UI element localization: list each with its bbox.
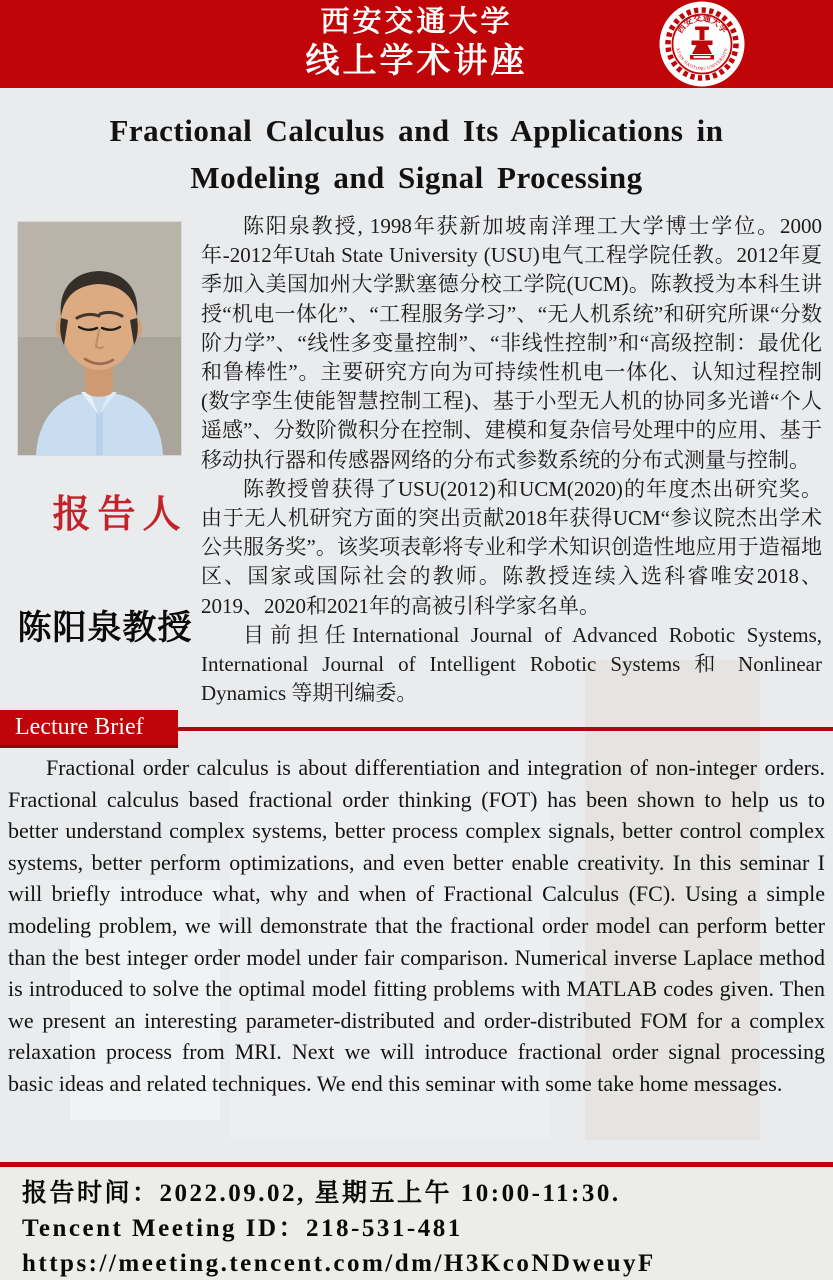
lecture-abstract — [8, 752, 825, 1164]
series-title: 线上学术讲座 — [305, 42, 528, 80]
speaker-role-label: 报告人 — [52, 494, 188, 536]
abstract-paragraph: Fractional order calculus is about differentiation and integration of non-integer orders. Fractional calculus based fractional order thinking (FOT) has been shown to help us to better understand complex systems, better process complex signals, better control complex systems, better perform optimizations, and even better enable creativity. In this seminar I will briefly introduce what, why and when of Fractional Calculus (FC). Using a simple modeling problem, we will demonstrate that the fractional order model can perform better than the best integer order model under fair comparison. Numerical inverse Laplace method is introduced to solve the optimal model fitting problems with MATLAB codes given. Then we present an interesting parameter-distributed and order-distributed FOM for a complex relaxation process from MRI. Next we will introduce fractional order signal processing basic ideas and related techniques. We end this seminar with some take home messages. — [8, 755, 825, 1096]
speaker-bio-paragraph: 目前担任International Journal of Advanced Robotic Systems, International Journal of Intelligent Robotic Systems 和 Nonlinear Dynamics 等期刊编委。 — [201, 622, 822, 706]
speaker-bio-paragraph: 陈阳泉教授, 1998年获新加坡南洋理工大学博士学位。2000年-2012年Utah State University (USU)电气工程学院任教。2012年夏季加入美国加州大学默塞德分校工学院(UCM)。陈教授为本科生讲授“机电一体化”、“工程服务学习”、“无人机系统”和研究所课“分数阶力学”、“线性多变量控制”、“非线性控制”和“高级控制：最优化和鲁棒性”。主要研究方向为可持续性机电一体化、认知过程控制(数字孪生使能智慧控制工程)、基于小型无人机的协同多光谱“个人遥感”、分数阶微积分在控制、建模和复杂信号处理中的应用、基于移动执行器和传感器网络的分布式参数系统的分布式测量与控制。 — [201, 214, 822, 472]
lecture-title — [0, 107, 833, 201]
lecture-title-line1: Fractional Calculus and Its Applications in — [109, 113, 724, 148]
speaker-name: 陈阳泉教授 — [17, 609, 193, 647]
meeting-id: Tencent Meeting ID：218-531-481 — [22, 1215, 463, 1242]
xjtu-logo-icon — [659, 1, 745, 87]
footer-info — [0, 1167, 833, 1280]
header-banner — [0, 0, 833, 88]
speaker-bio-paragraph: 陈教授曾获得了USU(2012)和UCM(2020)的年度杰出研究奖。由于无人机研究方面的突出贡献2018年获得UCM“参议院杰出学术公共服务奖”。该奖项表彰将专业和学术知识创造性地应用于造福地区、国家或国际社会的教师。陈教授连续入选科睿唯安2018、2019、2020和2021年的高被引科学家名单。 — [201, 476, 822, 618]
lecture-brief-badge — [0, 710, 178, 748]
lecture-time: 报告时间：2022.09.02, 星期五上午 10:00-11:30. — [22, 1180, 621, 1207]
meeting-link[interactable]: https://meeting.tencent.com/dm/H3KcoNDweuyF — [22, 1250, 656, 1277]
logo-top-text: 西安交通大学 — [674, 12, 730, 35]
speaker-bio — [201, 212, 822, 710]
brief-divider-line — [178, 727, 833, 731]
lecture-title-line2: Modeling and Signal Processing — [190, 160, 643, 195]
logo-bottom-text: XI'AN JIAOTONG UNIVERSITY — [675, 47, 729, 72]
lecture-brief-label: Lecture Brief — [15, 714, 144, 740]
speaker-portrait-image — [18, 222, 181, 455]
university-name: 西安交通大学 — [320, 6, 513, 38]
